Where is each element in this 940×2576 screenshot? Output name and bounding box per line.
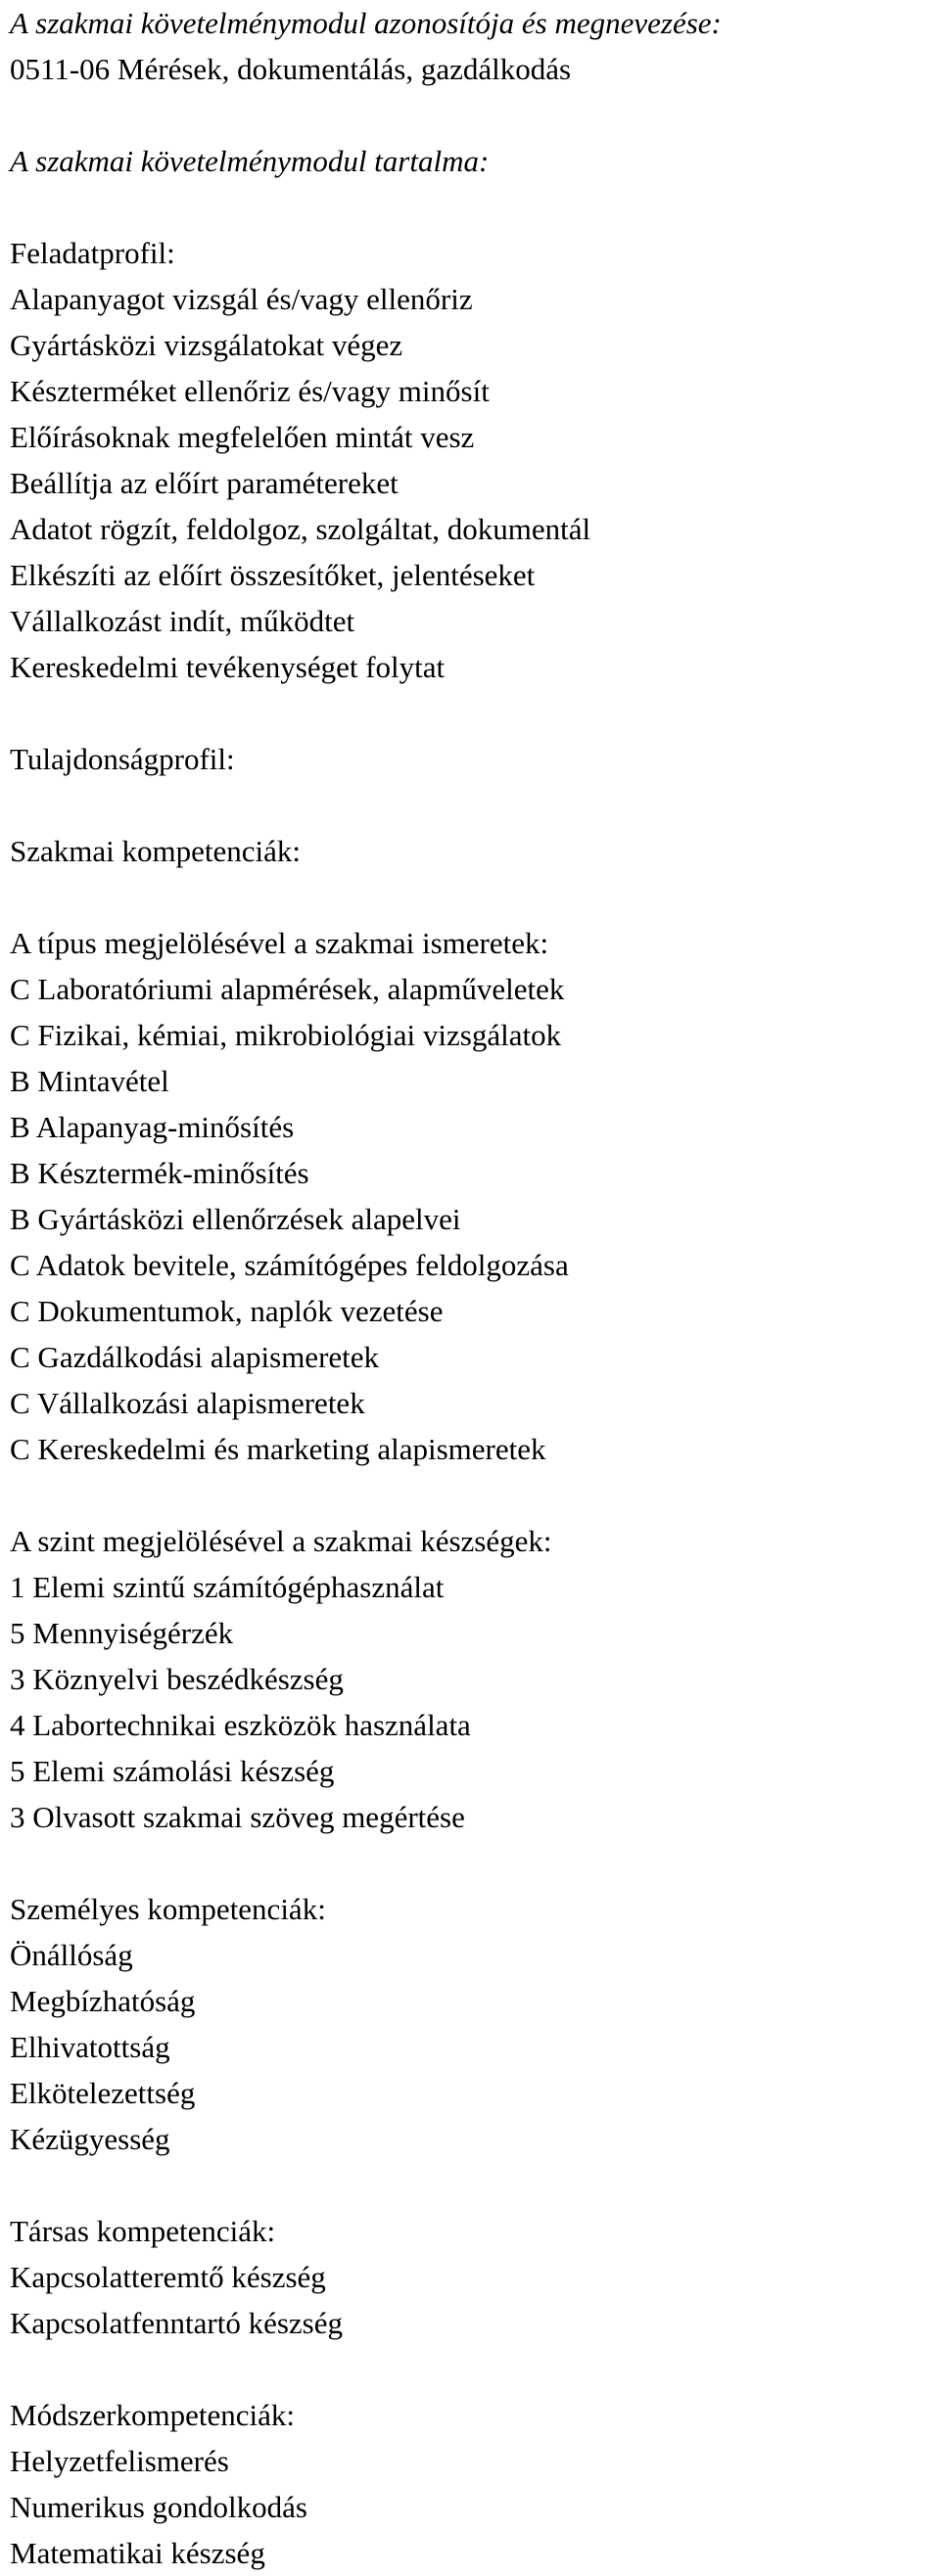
spacer xyxy=(10,782,930,828)
ismeretek-item: B Alapanyag-minősítés xyxy=(10,1110,295,1144)
document-page xyxy=(10,0,930,2576)
module-id-heading: A szakmai követelménymodul azonosítója és megnevezése: xyxy=(10,6,722,40)
spacer xyxy=(10,1472,930,1518)
ismeretek-item: B Gyártásközi ellenőrzések alapelvei xyxy=(10,1202,461,1236)
spacer xyxy=(10,874,930,920)
ismeretek-item: C Fizikai, kémiai, mikrobiológiai vizsgálatok xyxy=(10,1018,562,1052)
tarsas-heading: Társas kompetenciák: xyxy=(10,2214,276,2248)
module-content-heading: A szakmai követelménymodul tartalma: xyxy=(10,144,490,178)
ismeretek-item: B Mintavétel xyxy=(10,1064,169,1098)
keszsegek-item: 3 Köznyelvi beszédkészség xyxy=(10,1662,344,1696)
feladatprofil-item: Készterméket ellenőriz és/vagy minősít xyxy=(10,374,490,408)
spacer xyxy=(10,184,930,230)
szemelyes-item: Elhivatottság xyxy=(10,2030,170,2064)
tulajdonsagprofil-heading: Tulajdonságprofil: xyxy=(10,742,235,776)
ismeretek-item: C Gazdálkodási alapismeretek xyxy=(10,1340,380,1374)
ismeretek-item: C Adatok bevitele, számítógépes feldolgozása xyxy=(10,1248,569,1282)
ismeretek-item: C Kereskedelmi és marketing alapismeretek xyxy=(10,1432,546,1466)
feladatprofil-item: Előírásoknak megfelelően mintát vesz xyxy=(10,420,475,454)
spacer xyxy=(10,92,930,138)
szemelyes-item: Kézügyesség xyxy=(10,2122,170,2156)
tarsas-section xyxy=(10,2208,930,2346)
ismeretek-item: C Vállalkozási alapismeretek xyxy=(10,1386,365,1420)
spacer xyxy=(10,2346,930,2392)
modszer-item: Numerikus gondolkodás xyxy=(10,2490,307,2524)
ismeretek-item: B Késztermék-minősítés xyxy=(10,1156,309,1190)
spacer xyxy=(10,2162,930,2208)
keszsegek-item: 1 Elemi szintű számítógéphasználat xyxy=(10,1570,445,1604)
ismeretek-item: C Dokumentumok, naplók vezetése xyxy=(10,1294,444,1328)
keszsegek-item: 5 Elemi számolási készség xyxy=(10,1754,335,1788)
szemelyes-item: Önállóság xyxy=(10,1938,133,1972)
ismeretek-heading: A típus megjelölésével a szakmai ismeretek: xyxy=(10,926,549,960)
modszer-section xyxy=(10,2392,930,2576)
spacer xyxy=(10,1840,930,1886)
keszsegek-heading: A szint megjelölésével a szakmai készségek: xyxy=(10,1524,552,1558)
feladatprofil-heading: Feladatprofil: xyxy=(10,236,175,270)
keszsegek-section xyxy=(10,1518,930,1840)
tarsas-item: Kapcsolatfenntartó készség xyxy=(10,2306,344,2340)
szemelyes-heading: Személyes kompetenciák: xyxy=(10,1892,326,1926)
szemelyes-item: Megbízhatóság xyxy=(10,1984,196,2018)
szakmai-heading: Szakmai kompetenciák: xyxy=(10,834,301,868)
szemelyes-section xyxy=(10,1886,930,2162)
feladatprofil-item: Elkészíti az előírt összesítőket, jelentéseket xyxy=(10,558,536,592)
ismeretek-item: C Laboratóriumi alapmérések, alapműveletek xyxy=(10,972,565,1006)
feladatprofil-section xyxy=(10,230,930,690)
feladatprofil-item: Alapanyagot vizsgál és/vagy ellenőriz xyxy=(10,282,473,316)
module-id-value: 0511-06 Mérések, dokumentálás, gazdálkodás xyxy=(10,52,572,86)
feladatprofil-item: Vállalkozást indít, működtet xyxy=(10,604,355,638)
szemelyes-item: Elkötelezettség xyxy=(10,2076,196,2110)
feladatprofil-item: Adatot rögzít, feldolgoz, szolgáltat, dokumentál xyxy=(10,512,591,546)
feladatprofil-item: Gyártásközi vizsgálatokat végez xyxy=(10,328,403,362)
ismeretek-section xyxy=(10,920,930,1472)
modszer-item: Helyzetfelismerés xyxy=(10,2444,229,2478)
feladatprofil-item: Beállítja az előírt paramétereket xyxy=(10,466,399,500)
feladatprofil-item: Kereskedelmi tevékenységet folytat xyxy=(10,650,446,684)
keszsegek-item: 3 Olvasott szakmai szöveg megértése xyxy=(10,1800,465,1834)
tarsas-item: Kapcsolatteremtő készség xyxy=(10,2260,326,2294)
keszsegek-item: 4 Labortechnikai eszközök használata xyxy=(10,1708,471,1742)
spacer xyxy=(10,690,930,736)
modszer-item: Matematikai készség xyxy=(10,2536,265,2570)
modszer-heading: Módszerkompetenciák: xyxy=(10,2398,295,2432)
keszsegek-item: 5 Mennyiségérzék xyxy=(10,1616,234,1650)
